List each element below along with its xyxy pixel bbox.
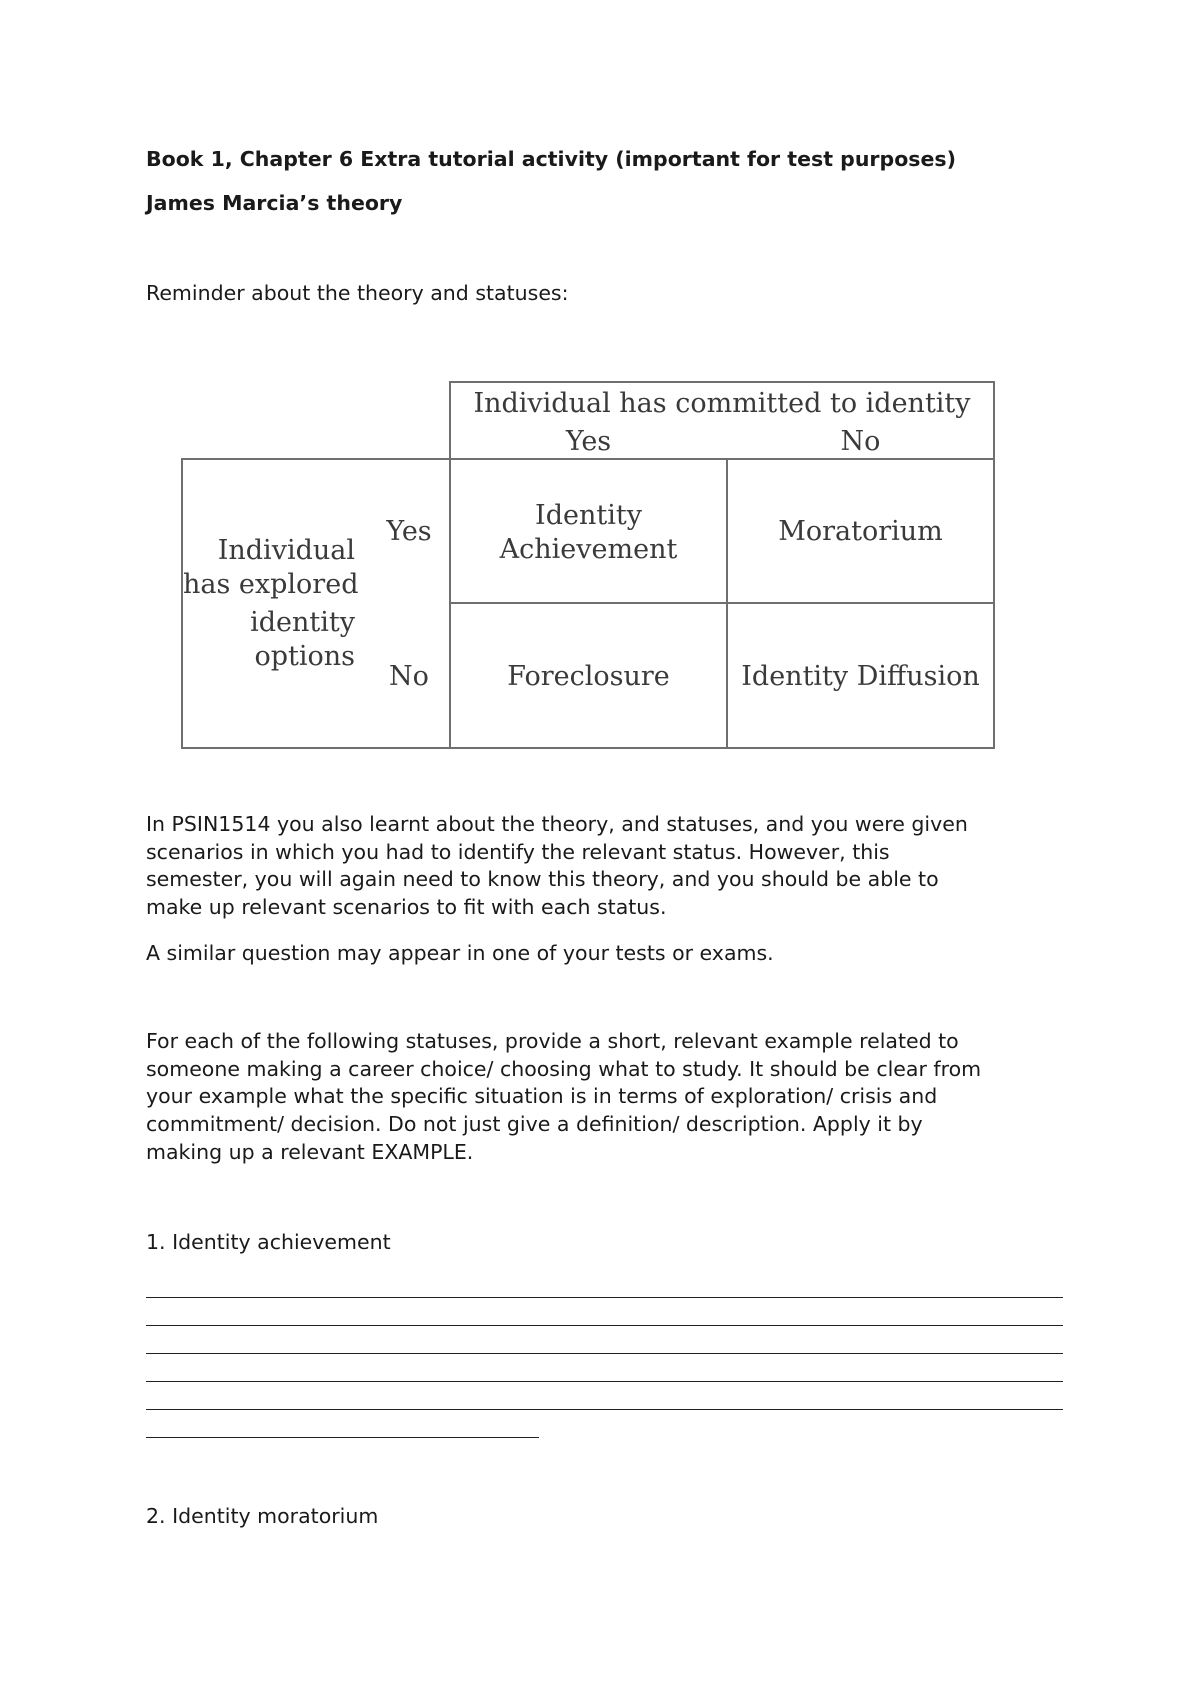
- answer-line[interactable]: [146, 1297, 1063, 1298]
- table-border: [993, 381, 995, 749]
- paragraph-line: semester, you will again need to know this theory, and you should be able to: [146, 867, 939, 892]
- row-header-line: Individual: [217, 535, 355, 566]
- paragraph-psin1514: [146, 811, 968, 922]
- paragraph-line: make up relevant scenarios to fit with each status.: [146, 895, 667, 920]
- paragraph-line: making up a relevant EXAMPLE.: [146, 1139, 474, 1164]
- paragraph-line: your example what the specific situation is in terms of exploration/ crisis and: [146, 1084, 938, 1109]
- paragraph-similar-question: A similar question may appear in one of your tests or exams.: [146, 941, 774, 965]
- reminder-text: Reminder about the theory and statuses:: [146, 281, 569, 305]
- table-border: [449, 381, 995, 383]
- document-heading: Book 1, Chapter 6 Extra tutorial activity (important for test purposes): [146, 147, 956, 171]
- answer-line[interactable]: [146, 1353, 1063, 1354]
- paragraph-line: For each of the following statuses, provide a short, relevant example related to: [146, 1029, 959, 1053]
- row-header-line: has explored: [183, 569, 359, 600]
- answer-line[interactable]: [146, 1381, 1063, 1382]
- row-yes-label: Yes: [386, 516, 432, 547]
- document-subheading: James Marcia’s theory: [146, 191, 403, 215]
- table-border: [726, 458, 728, 749]
- paragraph-line: commitment/ decision. Do not just give a definition/ description. Apply it by: [146, 1112, 923, 1137]
- paragraph-line: scenarios in which you had to identify the relevant status. However, this: [146, 839, 890, 864]
- row-no-label: No: [389, 661, 429, 692]
- cell-identity-achievement: Identity: [535, 500, 642, 531]
- cell-moratorium: Moratorium: [778, 516, 943, 547]
- answer-line[interactable]: [146, 1325, 1063, 1326]
- paragraph-line: In PSIN1514 you also learnt about the theory, and statuses, and you were given: [146, 812, 968, 836]
- cell-identity-diffusion: Identity Diffusion: [741, 661, 980, 692]
- row-header-line: identity: [250, 607, 355, 638]
- cell-identity-achievement: Achievement: [499, 534, 678, 565]
- paragraph-instructions: [146, 1028, 981, 1167]
- answer-line[interactable]: [146, 1409, 1063, 1410]
- table-border: [181, 458, 183, 749]
- column-yes-label: Yes: [565, 426, 612, 457]
- row-header-line: options: [254, 641, 355, 672]
- column-header: Individual has committed to identity: [473, 388, 971, 419]
- item-identity-moratorium: 2. Identity moratorium: [146, 1504, 379, 1528]
- answer-line[interactable]: [146, 1437, 539, 1438]
- table-border: [181, 747, 995, 749]
- marcia-status-table: [0, 0, 1200, 760]
- column-no-label: No: [840, 426, 881, 457]
- table-border: [449, 602, 995, 604]
- paragraph-line: someone making a career choice/ choosing what to study. It should be clear from: [146, 1056, 982, 1081]
- cell-foreclosure: Foreclosure: [507, 661, 670, 692]
- item-identity-achievement: 1. Identity achievement: [146, 1230, 391, 1254]
